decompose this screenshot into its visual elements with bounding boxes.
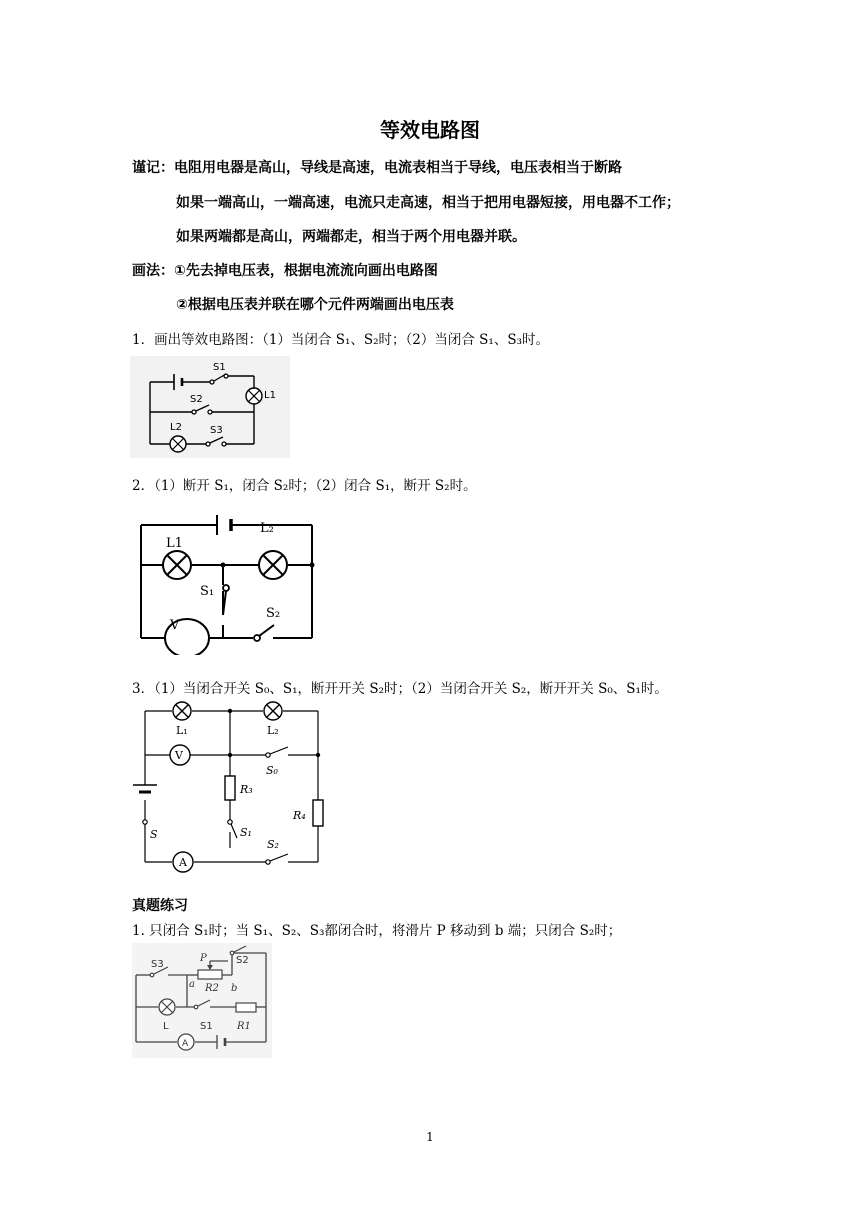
lamp-l2-icon	[259, 551, 287, 579]
label-l2: L2	[170, 422, 182, 433]
label-v: V	[170, 618, 180, 633]
page-number: 1	[426, 1130, 434, 1144]
label-l1: L1	[264, 390, 276, 401]
switch-s-icon	[143, 820, 147, 832]
lamp-l2-icon	[264, 702, 282, 720]
section-heading: 真题练习	[132, 898, 188, 914]
label-s2: S₂	[266, 606, 281, 621]
label-l2: L₂	[267, 724, 279, 737]
switch-s1-icon	[228, 820, 237, 838]
switch-s2-icon	[254, 625, 274, 641]
resistor-r4-icon	[313, 800, 323, 826]
label-b: b	[231, 983, 238, 994]
label-r2: R2	[205, 983, 219, 994]
label-a: a	[189, 979, 195, 990]
switch-s1-icon	[223, 585, 229, 615]
circuit-diagram-practice	[132, 943, 272, 1058]
label-l1: L₁	[176, 724, 188, 737]
label-r4: R₄	[293, 809, 306, 822]
note-line-4: 画法：①先去掉电压表，根据电流流向画出电路图	[132, 263, 438, 279]
label-s1: S1	[213, 362, 226, 373]
label-v: V	[175, 749, 183, 762]
circuit-diagram-1	[130, 356, 290, 458]
lamp-l1-icon	[173, 702, 191, 720]
question-1-text: 1．画出等效电路图：（1）当闭合 S₁、S₂时；（2）当闭合 S₁、S₃时。	[132, 332, 549, 348]
battery-icon	[217, 515, 231, 535]
label-l: L	[163, 1021, 169, 1032]
lamp-l-icon	[159, 999, 175, 1015]
label-s1: S1	[200, 1021, 213, 1032]
switch-s0-icon	[266, 747, 288, 757]
resistor-r1-icon	[236, 1003, 256, 1012]
label-s: S	[150, 828, 158, 841]
label-s3: S3	[151, 959, 164, 970]
label-a: A	[179, 856, 187, 869]
note-line-2: 如果一端高山，一端高速，电流只走高速，相当于把用电器短接，用电器不工作；	[176, 195, 680, 211]
practice-1-text: 1. 只闭合 S₁时；当 S₁、S₂、S₃都闭合时，将滑片 P 移动到 b 端；只闭合 S₂时；	[132, 923, 622, 939]
label-s1: S₁	[200, 584, 215, 599]
label-r1: R1	[237, 1021, 251, 1032]
label-r3: R₃	[240, 783, 253, 796]
question-2-text: 2．（1）断开 S₁，闭合 S₂时；（2）闭合 S₁，断开 S₂时。	[132, 478, 477, 494]
circuit-diagram-3	[128, 700, 324, 876]
circuit-diagram-2	[128, 505, 324, 655]
label-l2: L₂	[260, 521, 274, 536]
label-s2: S2	[190, 394, 203, 405]
label-s2: S2	[236, 955, 249, 966]
label-s3: S3	[210, 425, 223, 436]
label-s2: S₂	[267, 838, 279, 851]
note-line-5: ②根据电压表并联在哪个元件两端画出电压表	[176, 297, 454, 313]
label-s1: S₁	[240, 826, 252, 839]
question-3-text: 3．（1）当闭合开关 S₀、S₁，断开开关 S₂时；（2）当闭合开关 S₂，断开开关 S₀、S₁时。	[132, 681, 668, 697]
battery-icon	[133, 785, 157, 792]
label-l1: L1	[166, 536, 183, 551]
switch-s2-icon	[266, 854, 288, 864]
lamp-l1-icon	[246, 388, 262, 404]
lamp-l1-icon	[163, 551, 191, 579]
label-ammeter: A	[182, 1039, 189, 1049]
label-p: P	[200, 953, 207, 964]
resistor-r3-icon	[225, 776, 235, 800]
lamp-l2-icon	[170, 436, 186, 452]
page-title: 等效电路图	[380, 118, 480, 142]
note-line-3: 如果两端都是高山，两端都走，相当于两个用电器并联。	[176, 229, 526, 245]
label-s0: S₀	[266, 764, 278, 777]
note-line-1: 谨记：电阻用电器是高山，导线是高速，电流表相当于导线，电压表相当于断路	[132, 160, 622, 176]
